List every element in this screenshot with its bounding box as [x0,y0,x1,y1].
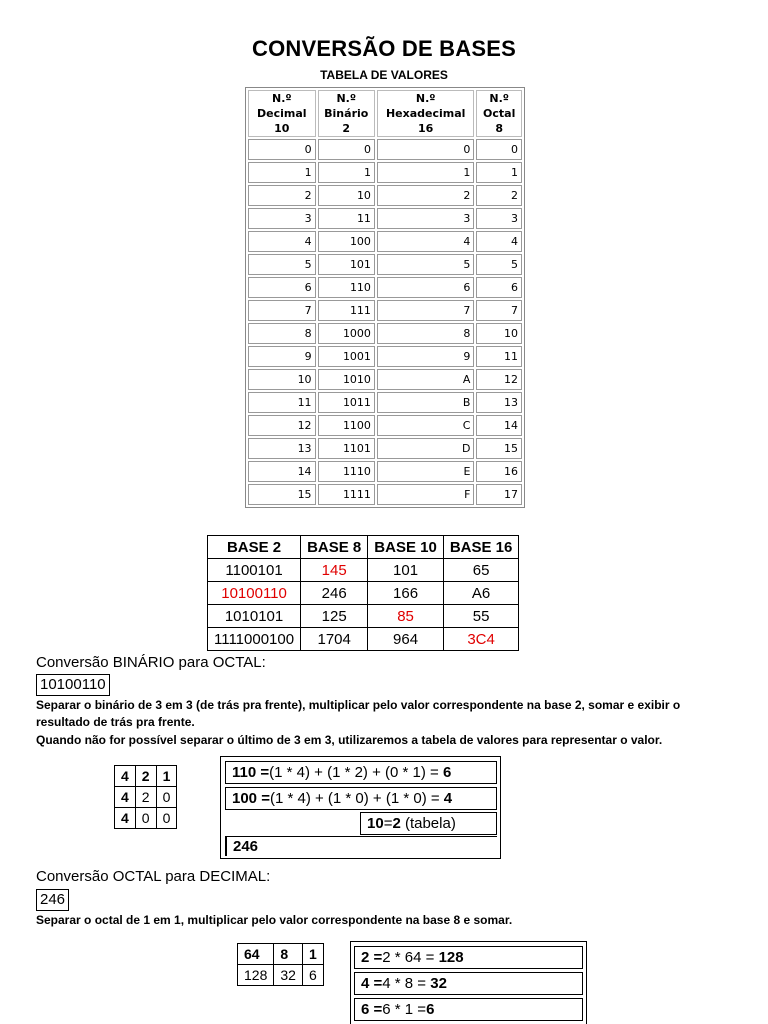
table-cell: 2 [135,787,156,808]
base-table-header: BASE 16 [443,536,519,559]
value-table-header: N.º Binário 2 [318,90,375,137]
table-cell: 246 [301,582,368,605]
table-cell: 10 [248,369,316,390]
table-cell: 101 [318,254,375,275]
calc-row: 100 =(1 * 4) + (1 * 0) + (1 * 0) = 4 [225,787,497,810]
table-cell: 6 [302,965,323,986]
table-cell: 6 [377,277,474,298]
table-cell: A [377,369,474,390]
table-cell: 101 [368,559,444,582]
calc-row: 4 =4 * 8 = 32 [354,972,583,995]
table-cell: 7 [377,300,474,321]
table-cell: 4 [115,766,136,787]
table-cell: 5 [248,254,316,275]
table-cell: 2 [248,185,316,206]
table-cell: 1 [302,944,323,965]
calc-row: 110 =(1 * 4) + (1 * 2) + (0 * 1) = 6 [225,761,497,784]
table-row [248,484,522,505]
table-cell: 13 [248,438,316,459]
table-cell: 85 [368,605,444,628]
table-cell: 13 [476,392,522,413]
table-cell: 2 [377,185,474,206]
table-cell: 8 [274,944,303,965]
table-cell: 128 [238,965,274,986]
table-cell: 2 [476,185,522,206]
table-row [248,139,522,160]
table-cell: 0 [248,139,316,160]
table-row [115,808,177,829]
table-cell: 9 [248,346,316,367]
table-cell: C [377,415,474,436]
table-cell: 1 [377,162,474,183]
table-cell: 1010101 [208,605,301,628]
table-cell: 3 [248,208,316,229]
table-row [248,277,522,298]
table-cell: 1100 [318,415,375,436]
table-cell: 111 [318,300,375,321]
table-cell: 4 [115,787,136,808]
table-cell: F [377,484,474,505]
table-cell: 8 [377,323,474,344]
weights-table-octal [237,943,324,986]
table-cell: 11 [318,208,375,229]
table-cell: 10100110 [208,582,301,605]
table-cell: 11 [248,392,316,413]
table-row [248,231,522,252]
note-line-3: Quando não for possível separar o último de 3 em 3, utilizaremos a tabela de valores para representar o valor. [36,733,663,747]
note-line-1: Separar o binário de 3 em 3 (de trás pra frente), multiplicar pelo valor correspondente na base 2, somar e exibir o [36,698,681,712]
table-cell: 1 [156,766,177,787]
table-cell: 9 [377,346,474,367]
table-cell: 10 [318,185,375,206]
final-result-row: 246 [225,836,497,856]
table-row [208,559,519,582]
table-cell: 55 [443,605,519,628]
base-table-header: BASE 2 [208,536,301,559]
table-cell: 145 [301,559,368,582]
table-cell: 16 [476,461,522,482]
table-row [208,628,519,651]
table-cell: 4 [476,231,522,252]
table-cell: 3C4 [443,628,519,651]
table-cell: 10 [476,323,522,344]
value-table-header: N.º Decimal 10 [248,90,316,137]
table-cell: 12 [248,415,316,436]
base-table-header: BASE 10 [368,536,444,559]
table-cell: 0 [318,139,375,160]
table-cell: 1111 [318,484,375,505]
table-cell: 65 [443,559,519,582]
binary-value-box: 10100110 [36,674,110,696]
weights-table-binary [114,765,177,829]
table-cell: 7 [248,300,316,321]
table-row [248,323,522,344]
table-cell: 1100101 [208,559,301,582]
table-cell: A6 [443,582,519,605]
table-cell: 8 [248,323,316,344]
table-cell: 100 [318,231,375,252]
calc-row-table: 10=2 (tabela) [360,812,497,835]
table-cell: 1111000100 [208,628,301,651]
table-row [248,415,522,436]
table-cell: 4 [248,231,316,252]
table-cell: 32 [274,965,303,986]
table-cell: 12 [476,369,522,390]
table-cell: 1 [318,162,375,183]
table-cell: 7 [476,300,522,321]
table-row [208,582,519,605]
table-row [248,254,522,275]
table-row [248,185,522,206]
value-table [245,87,525,508]
table-row [115,787,177,808]
table-cell: 0 [135,808,156,829]
table-cell: 6 [476,277,522,298]
table-row [248,300,522,321]
table-cell: 1010 [318,369,375,390]
table-row [248,369,522,390]
table-cell: 0 [156,787,177,808]
table-row [208,605,519,628]
table-cell: 1 [248,162,316,183]
table-cell: 1 [476,162,522,183]
table-cell: 5 [476,254,522,275]
table-cell: 0 [156,808,177,829]
table-cell: 0 [476,139,522,160]
table-cell: 11 [476,346,522,367]
note-octal: Separar o octal de 1 em 1, multiplicar pelo valor correspondente na base 8 e somar. [36,913,513,927]
table-cell: 64 [238,944,274,965]
table-row [248,438,522,459]
table-cell: 5 [377,254,474,275]
table-cell: 1001 [318,346,375,367]
table-cell: 15 [476,438,522,459]
section-binary-octal-heading: Conversão BINÁRIO para OCTAL: [36,654,266,671]
table-cell: 1011 [318,392,375,413]
table-cell: 4 [377,231,474,252]
value-table-header: N.º Octal 8 [476,90,522,137]
table-cell: D [377,438,474,459]
calc-row: 2 =2 * 64 = 128 [354,946,583,969]
section-octal-decimal-heading: Conversão OCTAL para DECIMAL: [36,868,271,885]
table-cell: 964 [368,628,444,651]
table-cell: 3 [476,208,522,229]
page-title: CONVERSÃO DE BASES [252,36,516,61]
table-row [248,208,522,229]
table-cell: 17 [476,484,522,505]
table-cell: 14 [476,415,522,436]
table-cell: 110 [318,277,375,298]
table-cell: 1000 [318,323,375,344]
table-cell: 1704 [301,628,368,651]
table-cell: 166 [368,582,444,605]
table-row [248,461,522,482]
note-line-2: resultado de trás pra frente. [36,715,195,729]
calc-row: 6 =6 * 1 =6 [354,998,583,1021]
table-row [248,392,522,413]
base-conversion-table [207,535,519,651]
table-cell: 1101 [318,438,375,459]
table-cell: E [377,461,474,482]
table-row [248,346,522,367]
table-row [115,766,177,787]
octal-value-box: 246 [36,889,69,911]
table-cell: 4 [115,808,136,829]
table-cell: 125 [301,605,368,628]
table-cell: 1110 [318,461,375,482]
table-cell: 0 [377,139,474,160]
table-cell: 2 [135,766,156,787]
table-cell: 14 [248,461,316,482]
table-cell: 6 [248,277,316,298]
table-row [248,162,522,183]
table-cell: B [377,392,474,413]
value-table-header: N.º Hexadecimal 16 [377,90,474,137]
table-subtitle: TABELA DE VALORES [320,68,448,82]
table-cell: 3 [377,208,474,229]
base-table-header: BASE 8 [301,536,368,559]
table-cell: 15 [248,484,316,505]
